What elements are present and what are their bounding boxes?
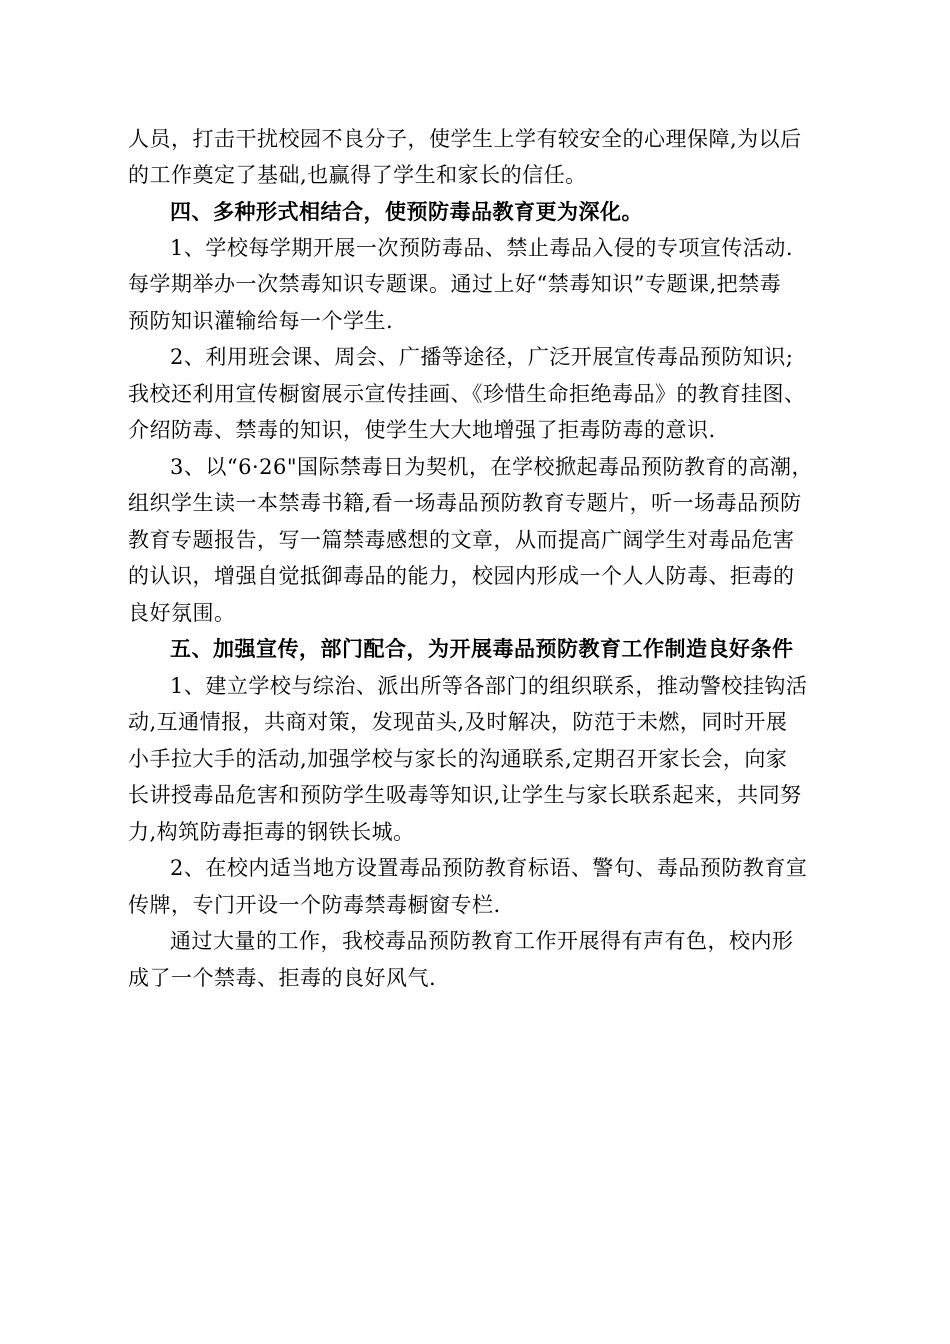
text-line: 力,构筑防毒拒毒的钢铁长城。: [128, 820, 415, 844]
text-line: 预防知识灌输给每一个学生.: [128, 309, 394, 333]
text-line: 小手拉大手的活动,加强学校与家长的沟通联系,定期召开家长会，向家: [128, 747, 788, 771]
text-line: 长讲授毒品危害和预防学生吸毒等知识,让学生与家长联系起来，共同努: [128, 783, 802, 807]
text-line: 2、利用班会课、周会、广播等途径，广泛开展宣传毒品预防知识;: [170, 345, 794, 369]
text-line: 良好氛围。: [128, 601, 236, 625]
text-line: 的认识，增强自觉抵御毒品的能力，校园内形成一个人人防毒、拒毒的: [128, 564, 795, 588]
text-line: 的工作奠定了基础,也赢得了学生和家长的信任。: [128, 163, 587, 187]
text-line: 组织学生读一本禁毒书籍,看一场毒品预防教育专题片，听一场毒品预防: [128, 491, 802, 515]
section-heading: 五、加强宣传，部门配合，为开展毒品预防教育工作制造良好条件: [170, 636, 794, 661]
text-line: 通过大量的工作，我校毒品预防教育工作开展得有声有色，校内形: [170, 929, 794, 953]
text-line: 3、以“6·26"国际禁毒日为契机，在学校掀起毒品预防教育的高潮，: [170, 455, 814, 479]
text-line: 我校还利用宣传橱窗展示宣传挂画、《珍惜生命拒绝毒品》的教育挂图、: [128, 382, 806, 406]
text-line: 传牌，专门开设一个防毒禁毒橱窗专栏.: [128, 893, 501, 917]
text-line: 教育专题报告，写一篇禁毒感想的文章，从而提高广阔学生对毒品危害: [128, 528, 795, 552]
text-line: 动,互通情报，共商对策，发现苗头,及时解决，防范于未燃，同时开展: [128, 710, 788, 734]
text-line: 1、学校每学期开展一次预防毒品、禁止毒品入侵的专项宣传活动.: [170, 236, 794, 260]
text-line: 成了一个禁毒、拒毒的良好风气.: [128, 966, 437, 990]
text-line: 1、建立学校与综治、派出所等各部门的组织联系，推动警校挂钩活: [170, 674, 808, 698]
text-line: 2、在校内适当地方设置毒品预防教育标语、警句、毒品预防教育宣: [170, 856, 808, 880]
text-line: 每学期举办一次禁毒知识专题课。通过上好“禁毒知识”专题课,把禁毒: [128, 272, 782, 296]
section-heading: 四、多种形式相结合，使预防毒品教育更为深化。: [170, 199, 643, 224]
text-line: 介绍防毒、禁毒的知识，使学生大大地增强了拒毒防毒的意识.: [128, 418, 716, 442]
text-line: 人员，打击干扰校园不良分子，使学生上学有较安全的心理保障,为以后: [128, 127, 802, 151]
